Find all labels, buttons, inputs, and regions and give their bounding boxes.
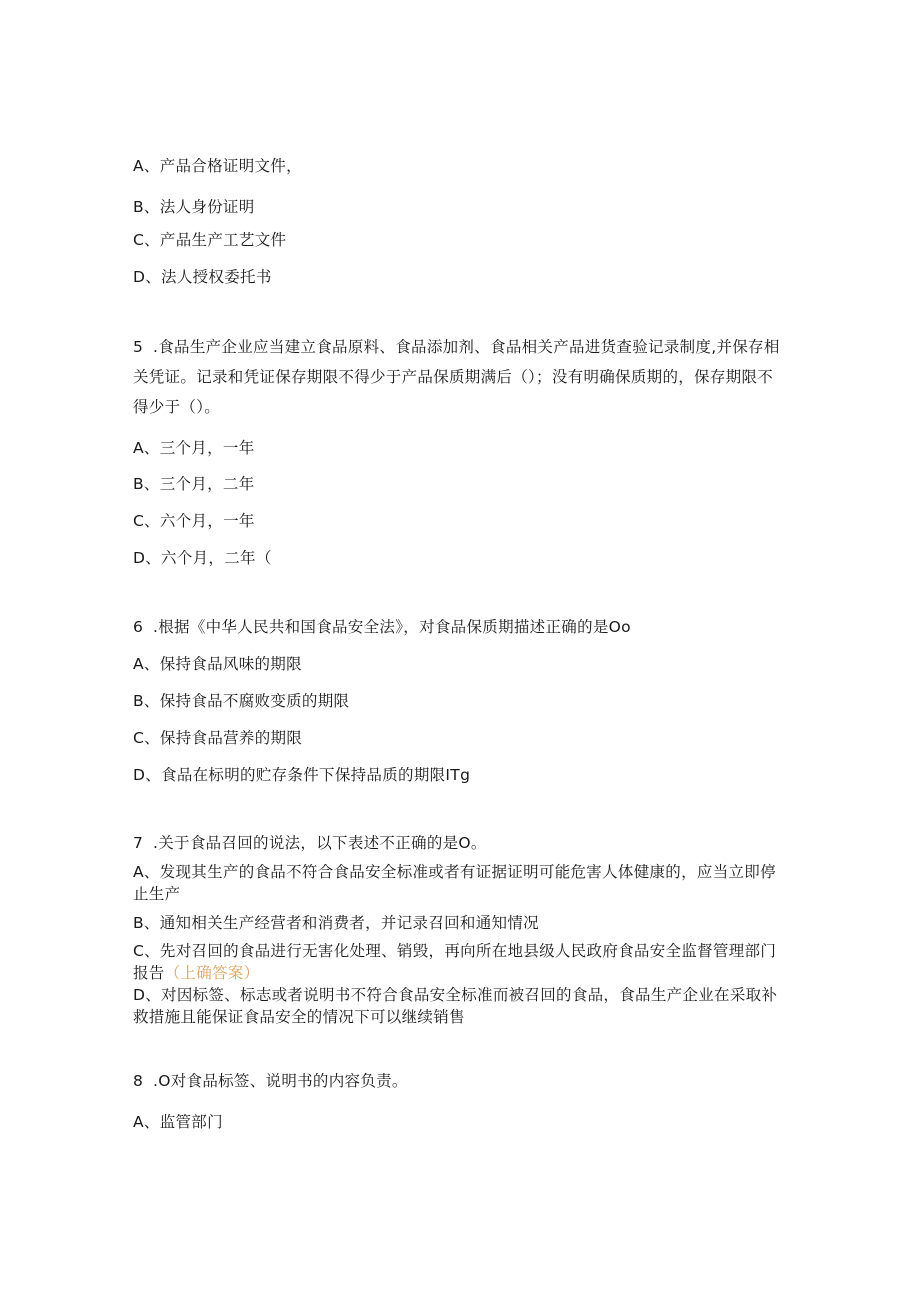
q6-option-a: A、保持食品风味的期限 [133,655,302,673]
question-number: 5 [133,338,144,356]
option-c: C、产品生产工艺文件 [133,231,287,249]
q5-option-c: C、六个月，一年 [133,512,255,530]
question-number: 7 [133,834,144,852]
option-d: D、法人授权委托书 [133,268,272,286]
question-number: 8 [133,1072,144,1090]
q7-option-a: A、发现其生产的食品不符合食品安全标准或者有证据证明可能危害人体健康的，应当立即停止生产 [133,863,776,903]
question-text: .关于食品召回的说法，以下表述不正确的是O。 [153,834,487,852]
q5-option-d: D、六个月，二年（ [133,549,272,567]
answer-hint: （上确答案） [164,964,260,982]
option-a: A、产品合格证明文件， [133,157,302,175]
q6-option-d: D、食品在标明的贮存条件下保持品质的期限ITg [133,766,471,784]
question-7 [133,832,487,854]
q8-option-a: A、监管部门 [133,1113,223,1131]
q7-option-b: B、通知相关生产经营者和消费者，并记录召回和通知情况 [133,914,539,932]
q5-option-b: B、三个月，二年 [133,475,255,493]
question-6 [133,616,631,638]
question-8 [133,1070,408,1092]
q7-option-d: D、对因标签、标志或者说明书不符合食品安全标准而被召回的食品，食品生产企业在采取补救措施且能保证食品安全的情况下可以继续销售 [133,986,778,1026]
option-text: C、先对召回的食品进行无害化处理、销毁，再向所在地县级人民政府食品安全监督管理部门报告 [133,942,777,982]
q5-option-a: A、三个月，一年 [133,439,255,457]
question-text: .食品生产企业应当建立食品原料、食品添加剂、食品相关产品进货查验记录制度,并保存相关凭证。记录和凭证保存期限不得少于产品保质期满后（）；没有明确保质期的，保存期限不得少于（）。 [133,338,780,416]
question-number: 6 [133,618,144,636]
question-5 [133,332,783,422]
q7-option-c [133,940,783,984]
q6-option-c: C、保持食品营养的期限 [133,729,303,747]
question-text: .根据《中华人民共和国食品安全法》，对食品保质期描述正确的是Oo [153,618,631,636]
option-b: B、法人身份证明 [133,198,255,216]
q6-option-b: B、保持食品不腐败变质的期限 [133,692,350,710]
question-text: .O对食品标签、说明书的内容负责。 [153,1072,408,1090]
